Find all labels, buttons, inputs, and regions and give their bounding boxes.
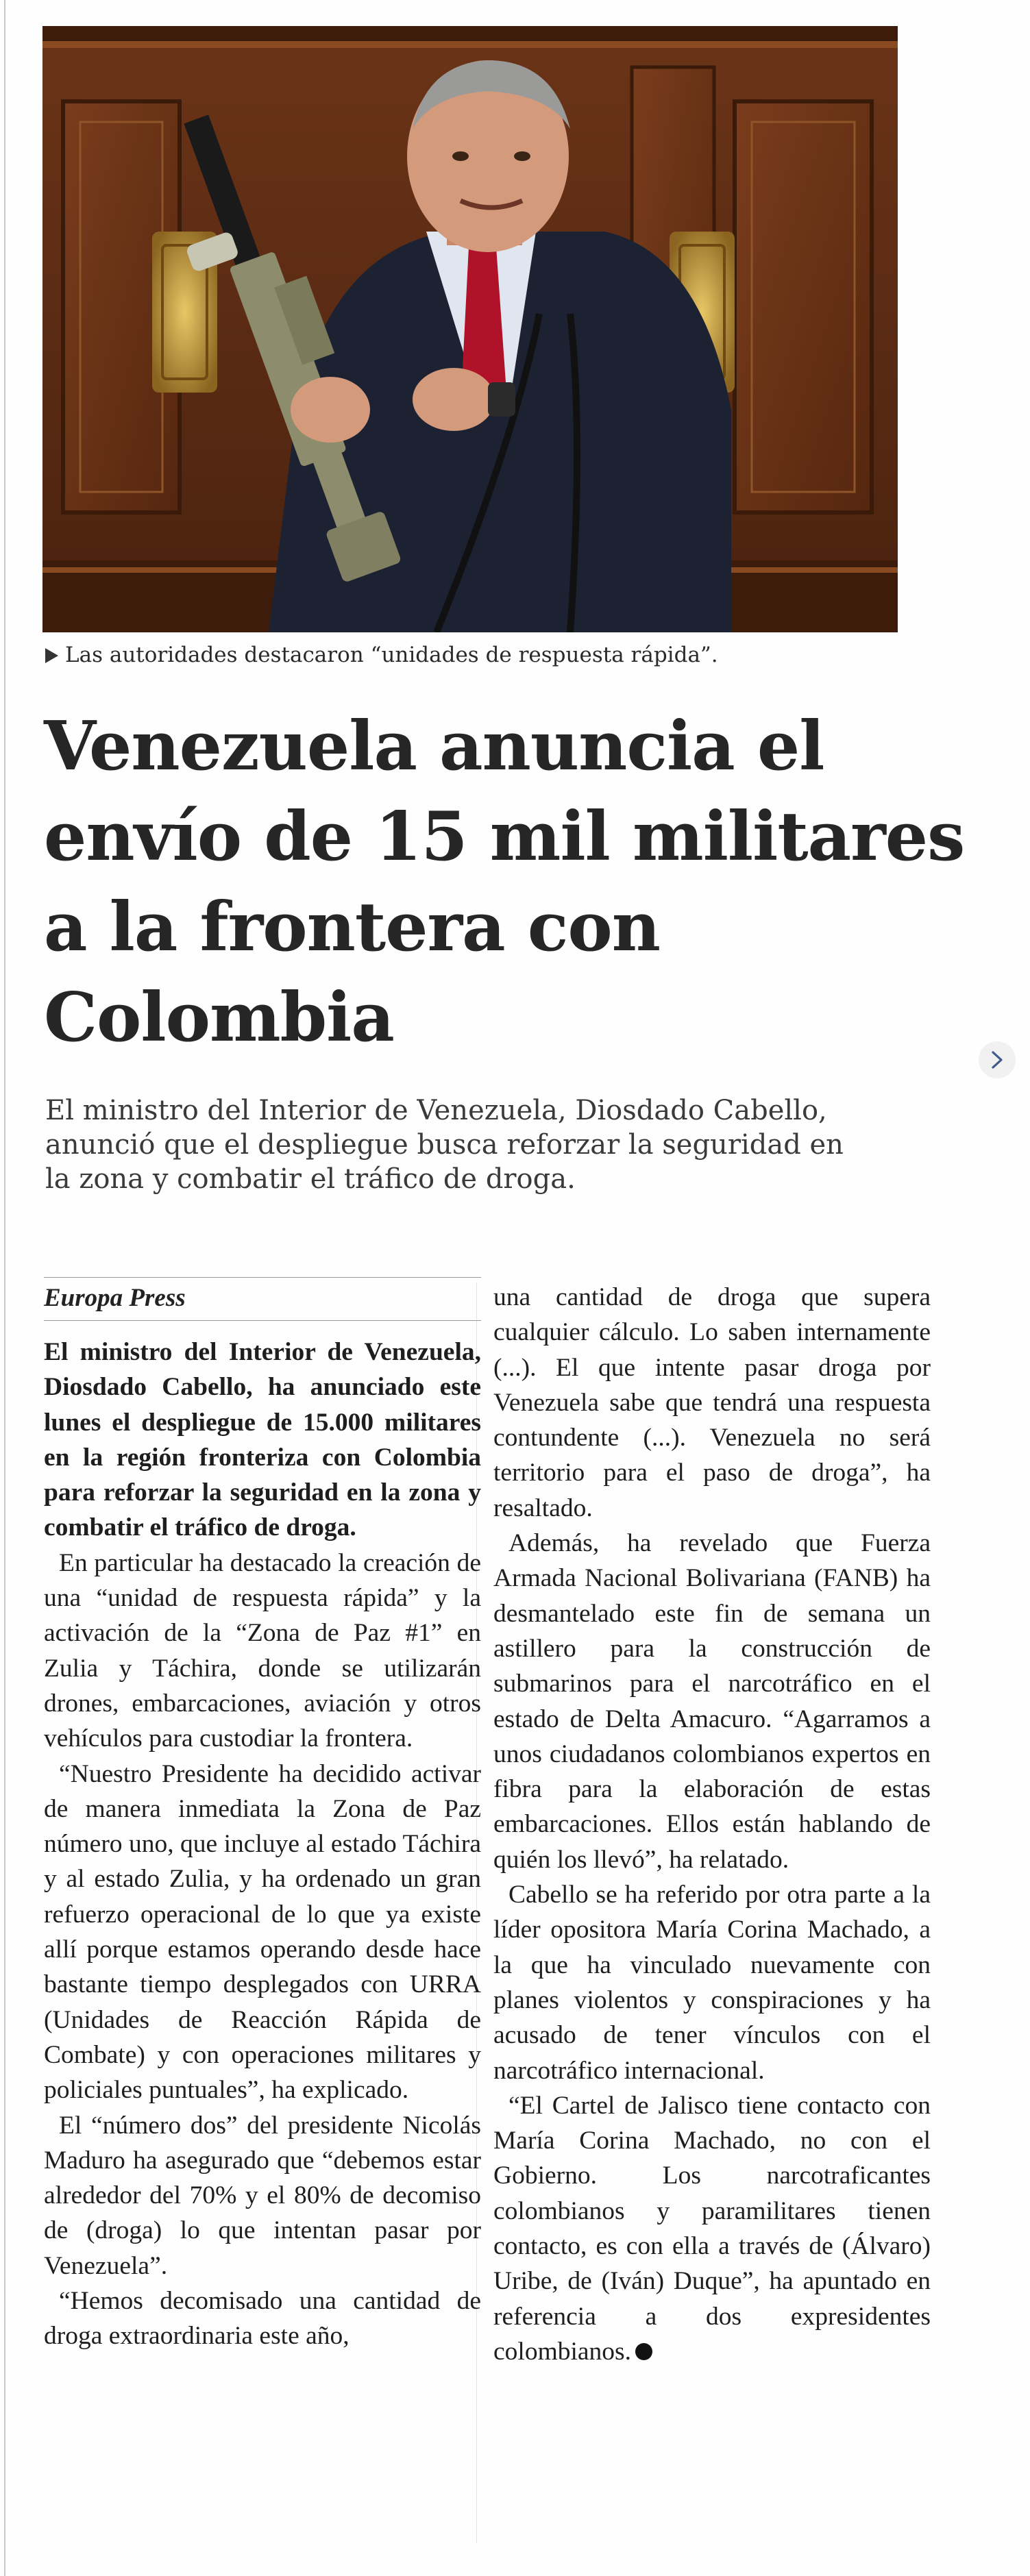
next-page-button[interactable] <box>979 1041 1016 1078</box>
article-headline: Venezuela anuncia el envío de 15 mil militares a la frontera con Colombia <box>44 707 965 1057</box>
article-subhead: El ministro del Interior de Venezuela, Diosdado Cabello, anunció que el despliegue busca reforzar la seguridad en la zona y combatir el tráfico de droga. <box>45 1095 844 1195</box>
article-byline: Europa Press <box>44 1277 481 1321</box>
article-paragraph-text: “El Cartel de Jalisco tiene contacto con María Corina Machado, no con el Gobierno. Los narcotraficantes colombianos y paramilitares tienen contacto, es con ella a través de (Álvaro) Uribe, de (Iván) Duque”, ha apuntado en referencia a dos expresidentes colombianos. <box>493 2091 931 2366</box>
chevron-right-icon <box>989 1050 1005 1069</box>
article-paragraph: Cabello se ha referido por otra parte a la líder opositora María Corina Machado, a la que ha vinculado nuevamente con planes violentos y conspiraciones y ha acusado de tener vínculos con el narcotráfico internacional. <box>493 1881 931 2085</box>
article-lead: El ministro del Interior de Venezuela, Diosdado Cabello, ha anunciado este lunes el despliegue de 15.000 militares en la región fronteriza con Colombia para reforzar la seguridad en la zona y combatir el tráfico de droga. <box>44 1338 481 1542</box>
article-paragraph: “Nuestro Presidente ha decidido activar de manera inmediata la Zona de Paz número uno, que incluye al estado Táchira y al estado Zulia, y ha ordenado un gran refuerzo operacional de lo que ya existe allí porque estamos operando desde hace bastante tiempo desplegados con URRA (Unidades de Reacción Rápida de Combate) y con operaciones militares y policiales puntuales”, ha explicado. <box>44 1759 481 2105</box>
photo-illustration <box>42 26 898 632</box>
article-paragraph: “Hemos decomisado una cantidad de droga extraordinaria este año, <box>44 2287 481 2351</box>
end-of-article-icon <box>635 2343 652 2360</box>
photo-caption-text: Las autoridades destacaron “unidades de respuesta rápida”. <box>65 643 718 667</box>
article-paragraph-last <box>493 2088 931 2369</box>
article-paragraph: En particular ha destacado la creación de una “unidad de respuesta rápida” y la activación de la “Zona de Paz #1” en Zulia y Táchira, donde se utilizarán drones, embarcaciones, aviación y otros vehículos para custodiar la frontera. <box>44 1548 481 1753</box>
caption-arrow-icon <box>45 648 58 663</box>
article-paragraph: Además, ha revelado que Fuerza Armada Nacional Bolivariana (FANB) ha desmantelado este fin de semana un astillero para la construcción de submarinos para el narcotráfico en el estado de Delta Amacuro. “Agarramos a unos ciudadanos colombianos expertos en fibra para la elaboración de estas embarcaciones. Ellos están hablando de quién los llevó”, ha relatado. <box>493 1529 931 1874</box>
article-column-right <box>493 1280 931 2369</box>
page-edge-rule <box>4 0 5 2576</box>
article-photo <box>42 26 898 632</box>
article-column-left <box>44 1277 481 2354</box>
photo-caption <box>45 643 718 667</box>
article-paragraph: El “número dos” del presidente Nicolás Maduro ha asegurado que “debemos estar alrededor del 70% y el 80% de decomiso de (droga) lo que intentan pasar por Venezuela”. <box>44 2111 481 2280</box>
article-paragraph: una cantidad de droga que supera cualquier cálculo. Lo saben internamente (...). El que intente pasar droga por Venezuela sabe que tendrá una respuesta contundente (...). Venezuela no será territorio para el paso de droga”, ha resaltado. <box>493 1283 931 1522</box>
